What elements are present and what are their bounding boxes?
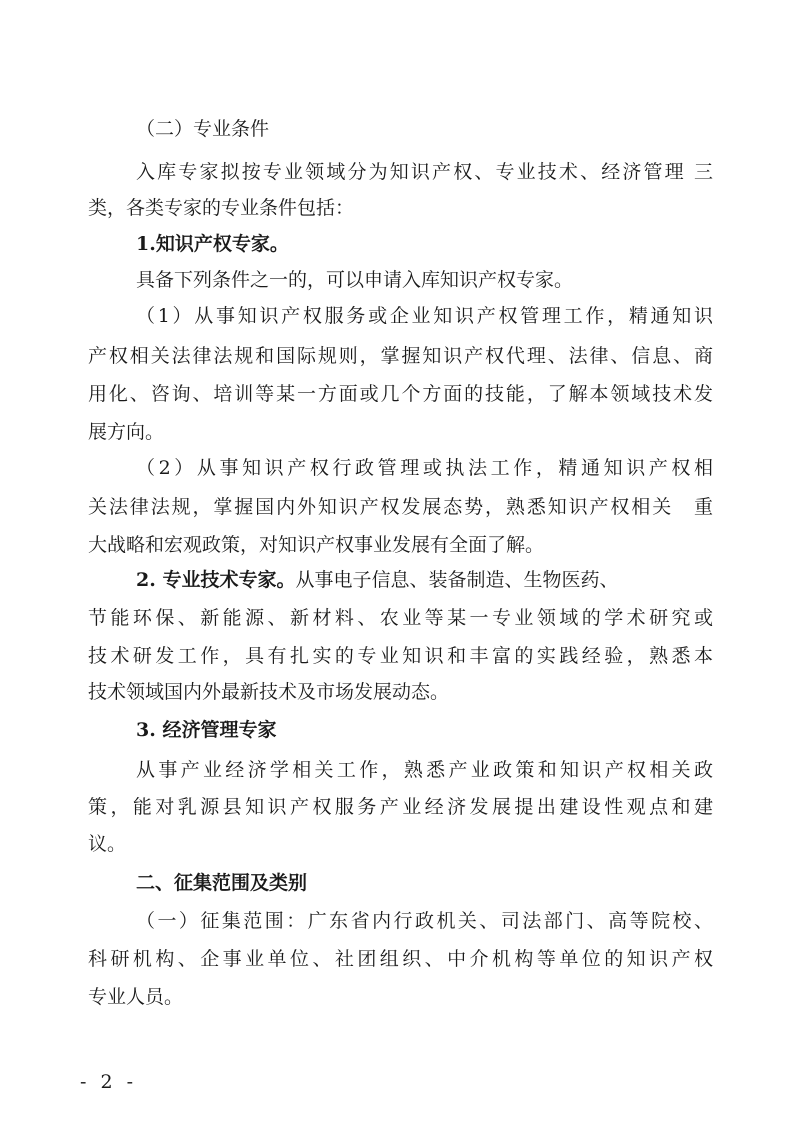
section-heading-professional-conditions: （二）专业条件: [136, 118, 270, 140]
paragraph-line: 类，各类专家的专业条件包括：: [88, 197, 355, 219]
paragraph-line: （一）征集范围：广东省内行政机关、司法部门、高等院校、: [136, 910, 713, 932]
page-number: - 2 -: [80, 1071, 138, 1093]
paragraph-line: 展方向。: [88, 421, 165, 443]
paragraph-line: 策，能对乳源县知识产权服务产业经济发展提出建设性观点和建: [88, 796, 713, 818]
paragraph-line: 议。: [88, 833, 127, 855]
subheading-ip-experts: 1.知识产权专家。: [136, 233, 289, 255]
paragraph-line: 用化、咨询、培训等某一方面或几个方面的技能，了解本领域技术发: [88, 383, 713, 405]
paragraph-line: 产权相关法律法规和国际规则，掌握知识产权代理、法律、信息、商: [88, 345, 713, 367]
paragraph-line: 科研机构、企事业单位、社团组织、中介机构等单位的知识产权: [88, 948, 713, 970]
subheading-tech-experts: 2. 专业技术专家。: [136, 569, 296, 591]
paragraph-line: 从事产业经济学相关工作，熟悉产业政策和知识产权相关政: [136, 759, 713, 781]
tech-experts-first-line: [136, 568, 713, 592]
paragraph-line: 节能环保、新能源、新材料、农业等某一专业领域的学术研究或: [88, 607, 713, 629]
paragraph-line: 技术领域国内外最新技术及市场发展动态。: [88, 681, 450, 703]
paragraph-line: （2）从事知识产权行政管理或执法工作，精通知识产权相: [136, 457, 713, 479]
paragraph-line: （1）从事知识产权服务或企业知识产权管理工作，精通知识: [136, 305, 713, 327]
paragraph-line: 专业人员。: [88, 986, 184, 1008]
paragraph-line: 入库专家拟按专业领域分为知识产权、专业技术、经济管理 三: [136, 161, 713, 183]
paragraph-text: 从事电子信息、装备制造、生物医药、: [295, 569, 619, 591]
paragraph-line: 具备下列条件之一的，可以申请入库知识产权专家。: [136, 269, 574, 291]
section-heading-scope: 二、征集范围及类别: [136, 872, 308, 894]
paragraph-line: 技术研发工作，具有扎实的专业知识和丰富的实践经验，熟悉本: [88, 645, 713, 667]
subheading-econ-experts: 3. 经济管理专家: [136, 719, 277, 741]
paragraph-line: 大战略和宏观政策，对知识产权事业发展有全面了解。: [88, 534, 545, 556]
paragraph-line: 关法律法规，掌握国内外知识产权发展态势，熟悉知识产权相关 重: [88, 496, 713, 518]
